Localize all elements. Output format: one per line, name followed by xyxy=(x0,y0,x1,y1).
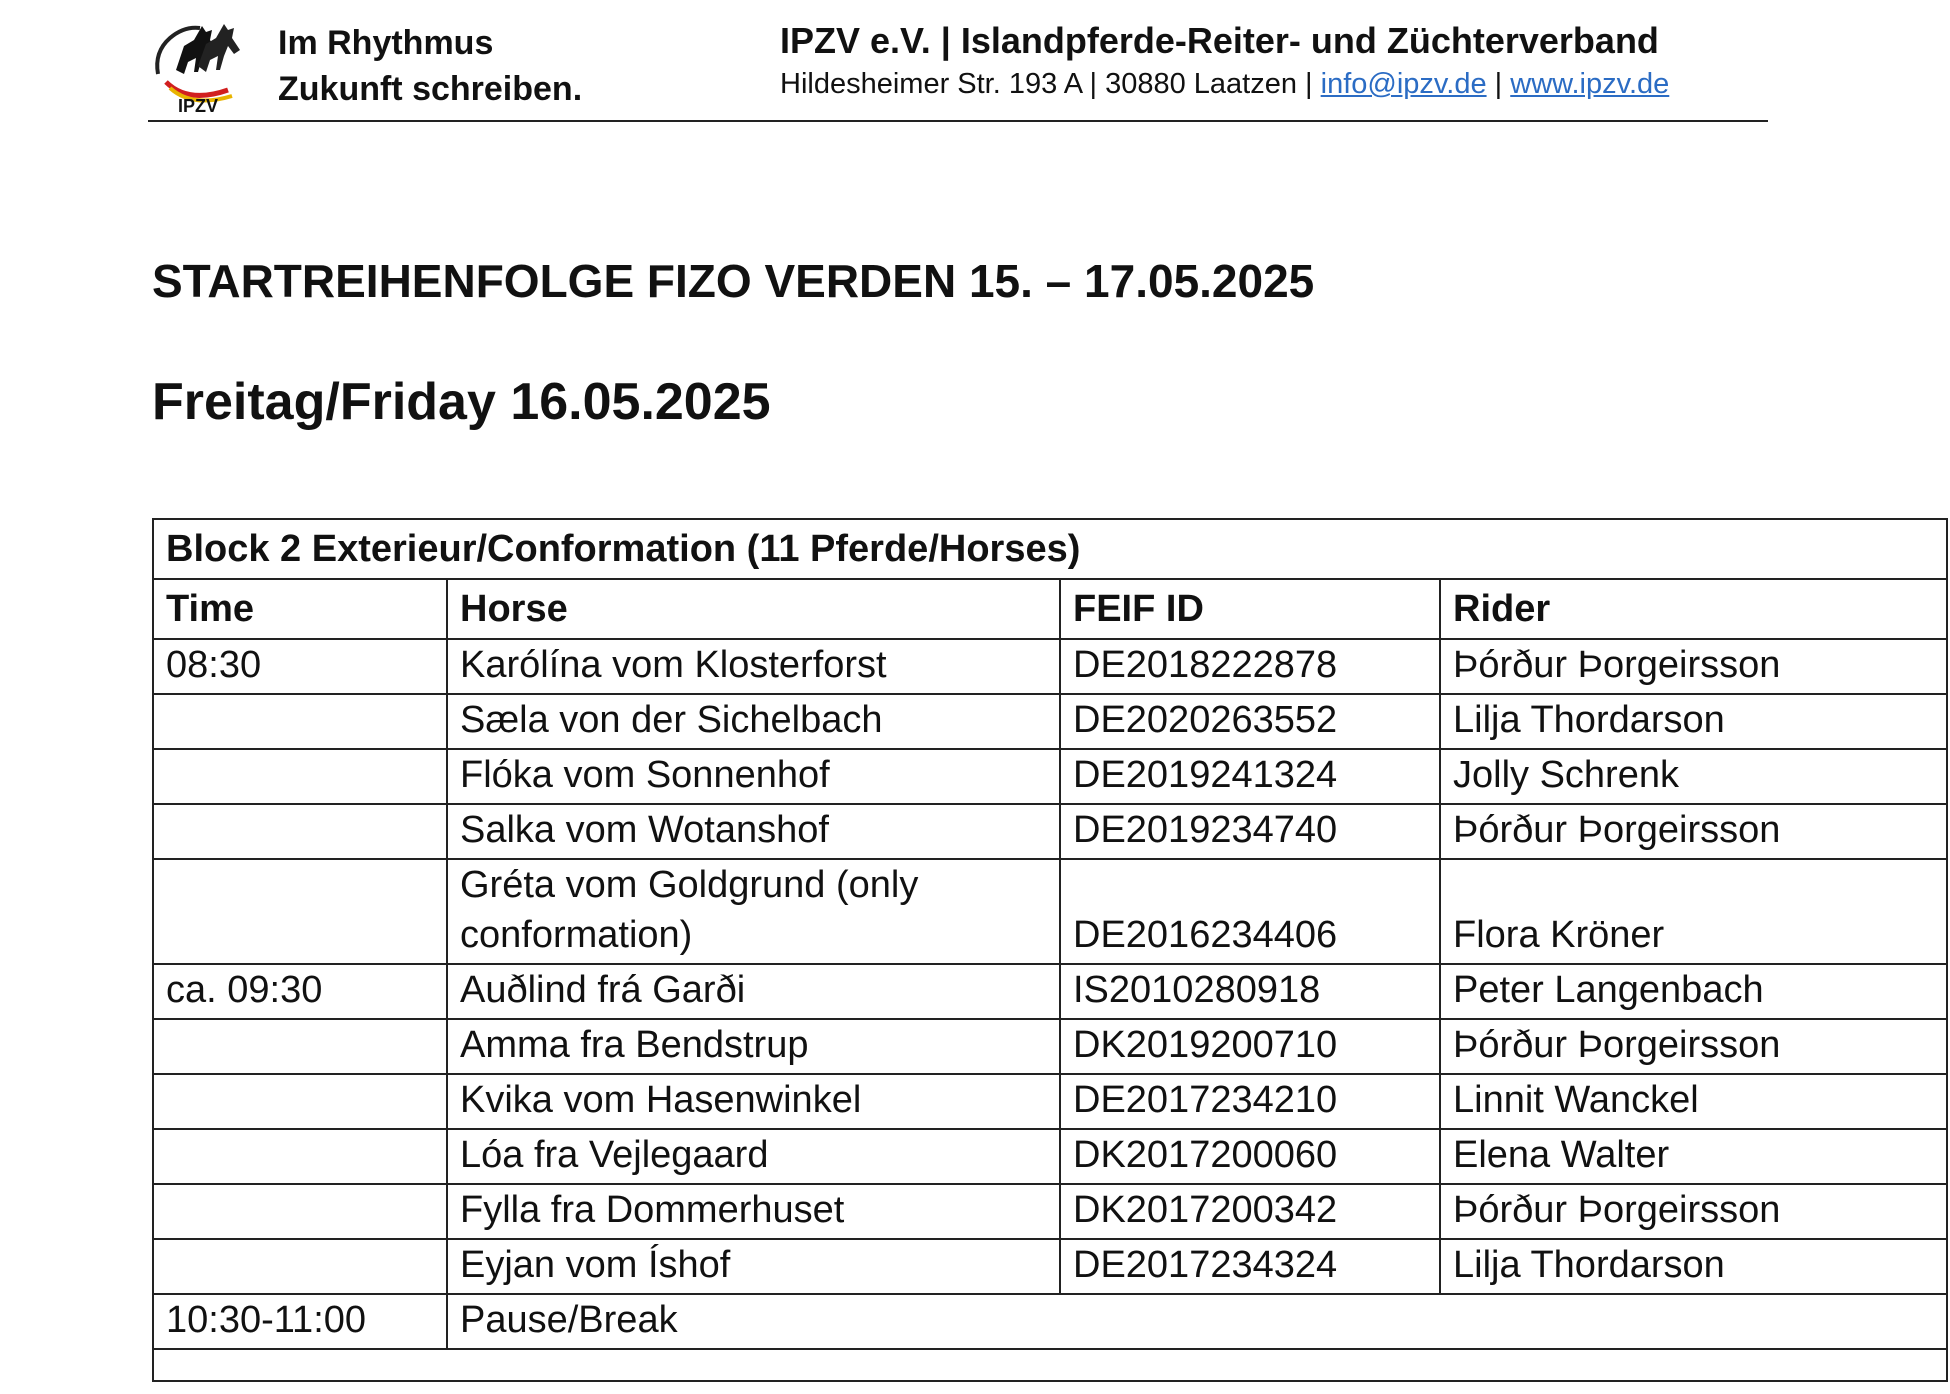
column-header-rider: Rider xyxy=(1440,579,1947,639)
cell-time xyxy=(153,1239,447,1294)
cell-time xyxy=(153,749,447,804)
cell-feif-id: IS2010280918 xyxy=(1060,964,1440,1019)
cell-time xyxy=(153,1074,447,1129)
slogan-line-2: Zukunft schreiben. xyxy=(278,70,583,108)
table-row xyxy=(153,859,1947,964)
cell-horse: Flóka vom Sonnenhof xyxy=(447,749,1060,804)
cell-horse: Karólína vom Klosterforst xyxy=(447,639,1060,694)
day-heading: Freitag/Friday 16.05.2025 xyxy=(152,373,771,431)
slogan-line-1: Im Rhythmus xyxy=(278,24,494,62)
table-row xyxy=(153,804,1947,859)
table-row xyxy=(153,964,1947,1019)
cell-time xyxy=(153,859,447,964)
next-block-title-row xyxy=(153,1349,1947,1381)
cell-rider: Lilja Thordarson xyxy=(1440,694,1947,749)
cell-rider: Linnit Wanckel xyxy=(1440,1074,1947,1129)
cell-rider: Þórður Þorgeirsson xyxy=(1440,1184,1947,1239)
block-title: Block 2 Exterieur/Conformation (11 Pferde/Horses) xyxy=(153,519,1947,579)
cell-horse: Lóa fra Vejlegaard xyxy=(447,1129,1060,1184)
schedule-table xyxy=(152,518,1948,1382)
document-title: STARTREIHENFOLGE FIZO VERDEN 15. – 17.05.2025 xyxy=(152,255,1315,307)
block-title-row xyxy=(153,519,1947,579)
cell-time: ca. 09:30 xyxy=(153,964,447,1019)
break-row xyxy=(153,1294,1947,1349)
cell-rider: Þórður Þorgeirsson xyxy=(1440,804,1947,859)
organization-info xyxy=(780,18,1669,104)
cell-feif-id: DK2019200710 xyxy=(1060,1019,1440,1074)
cell-feif-id: DK2017200342 xyxy=(1060,1184,1440,1239)
cell-rider: Lilja Thordarson xyxy=(1440,1239,1947,1294)
table-row xyxy=(153,694,1947,749)
table-row xyxy=(153,639,1947,694)
cell-horse: Amma fra Bendstrup xyxy=(447,1019,1060,1074)
cell-horse: Salka vom Wotanshof xyxy=(447,804,1060,859)
cell-horse: Auðlind frá Garði xyxy=(447,964,1060,1019)
break-label: Pause/Break xyxy=(447,1294,1947,1349)
table-row xyxy=(153,1074,1947,1129)
break-time: 10:30-11:00 xyxy=(153,1294,447,1349)
column-header-feif-id: FEIF ID xyxy=(1060,579,1440,639)
column-header-time: Time xyxy=(153,579,447,639)
table-row xyxy=(153,1019,1947,1074)
cell-feif-id: DE2016234406 xyxy=(1060,859,1440,964)
table-row xyxy=(153,1184,1947,1239)
cell-rider: Þórður Þorgeirsson xyxy=(1440,639,1947,694)
letterhead xyxy=(148,0,1768,122)
organization-name: IPZV e.V. | Islandpferde-Reiter- und Züchterverband xyxy=(780,20,1659,61)
cell-horse: Sæla von der Sichelbach xyxy=(447,694,1060,749)
slogan xyxy=(278,20,582,112)
cell-feif-id: DE2019241324 xyxy=(1060,749,1440,804)
cell-horse: Gréta vom Goldgrund (only conformation) xyxy=(447,859,1060,964)
table-row xyxy=(153,1239,1947,1294)
organization-address xyxy=(780,64,1669,104)
cell-feif-id: DE2020263552 xyxy=(1060,694,1440,749)
cell-feif-id: DE2018222878 xyxy=(1060,639,1440,694)
cell-time xyxy=(153,694,447,749)
cell-time xyxy=(153,804,447,859)
cell-feif-id: DE2017234210 xyxy=(1060,1074,1440,1129)
email-link[interactable]: info@ipzv.de xyxy=(1320,68,1487,100)
column-header-horse: Horse xyxy=(447,579,1060,639)
table-row xyxy=(153,749,1947,804)
cell-time xyxy=(153,1184,447,1239)
cell-time xyxy=(153,1019,447,1074)
cell-feif-id: DE2019234740 xyxy=(1060,804,1440,859)
address-separator: | xyxy=(1494,68,1503,100)
cell-time: 08:30 xyxy=(153,639,447,694)
website-link[interactable]: www.ipzv.de xyxy=(1510,68,1670,100)
cell-horse: Fylla fra Dommerhuset xyxy=(447,1184,1060,1239)
cell-feif-id: DE2017234324 xyxy=(1060,1239,1440,1294)
logo-text: IPZV xyxy=(178,96,219,114)
cell-feif-id: DK2017200060 xyxy=(1060,1129,1440,1184)
column-header-row xyxy=(153,579,1947,639)
cell-rider: Peter Langenbach xyxy=(1440,964,1947,1019)
next-block-title-cut-off xyxy=(153,1349,1947,1381)
cell-rider: Flora Kröner xyxy=(1440,859,1947,964)
cell-rider: Jolly Schrenk xyxy=(1440,749,1947,804)
cell-time xyxy=(153,1129,447,1184)
cell-horse: Kvika vom Hasenwinkel xyxy=(447,1074,1060,1129)
address-text: Hildesheimer Str. 193 A | 30880 Laatzen | xyxy=(780,68,1313,100)
ipzv-logo xyxy=(148,12,248,114)
table-row xyxy=(153,1129,1947,1184)
cell-rider: Þórður Þorgeirsson xyxy=(1440,1019,1947,1074)
cell-rider: Elena Walter xyxy=(1440,1129,1947,1184)
cell-horse: Eyjan vom Íshof xyxy=(447,1239,1060,1294)
